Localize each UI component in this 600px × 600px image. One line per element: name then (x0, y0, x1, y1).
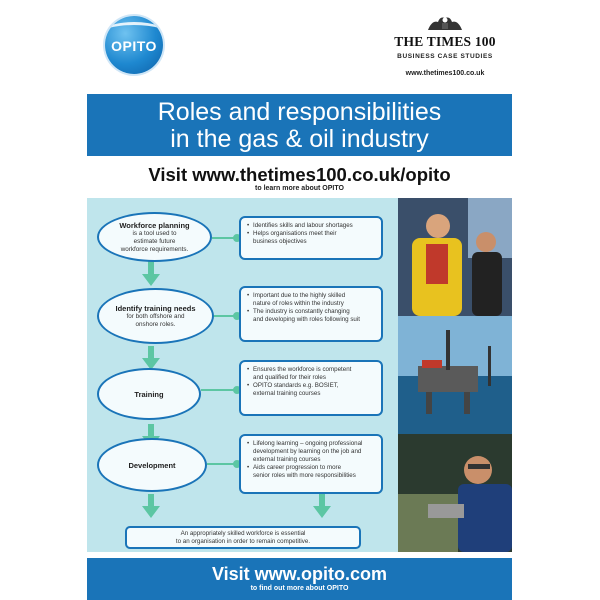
flow-diagram (87, 198, 398, 552)
photo-trainees (398, 198, 512, 316)
step-heading: Training (134, 389, 164, 399)
title-line-2: in the gas & oil industry (170, 125, 429, 153)
detail-bullet: • The industry is constantly changing (247, 308, 375, 316)
photo-oil-platform (398, 316, 512, 434)
detail-continuation: external training courses (253, 456, 321, 463)
times100-brand[interactable] (385, 14, 505, 77)
conclusion-line: to an organisation in order to remain competitive. (175, 538, 311, 545)
detail-bullet: • Lifelong learning – ongoing professional (247, 440, 375, 448)
detail-continuation: senior roles with more responsibilities (253, 472, 356, 479)
detail-bullet: • Helps organisations meet their (247, 230, 375, 238)
step-body-line: is a tool used to (132, 229, 177, 237)
detail-continuation: and qualified for their roles (253, 374, 326, 381)
footer-banner (87, 558, 512, 600)
visit-opito-caption: to find out more about OPITO (250, 585, 349, 592)
step-heading: Development (128, 460, 176, 470)
step-body-line: for both offshore and (126, 312, 185, 320)
step-details-box (239, 216, 383, 260)
detail-bullet: • Important due to the highly skilled (247, 292, 375, 300)
step-heading: Workforce planning (119, 220, 190, 230)
logo-text: OPITO (111, 38, 157, 54)
step-development (97, 438, 207, 492)
detail-continuation: business objectives (253, 238, 307, 245)
photo-engineer (398, 434, 512, 552)
detail-bullet: • Aids career progression to more (247, 464, 375, 472)
step-identify-training-needs (97, 288, 214, 344)
step-details-box (239, 434, 383, 494)
brand-subtitle: BUSINESS CASE STUDIES (397, 53, 493, 60)
step-body-line: estimate future (133, 237, 176, 245)
crest-icon (426, 14, 464, 32)
title-line-1: Roles and responsibilities (157, 98, 442, 126)
step-training (97, 368, 201, 420)
detail-bullet: • Identifies skills and labour shortages (247, 222, 375, 230)
detail-continuation: development by learning on the job and (253, 448, 362, 455)
detail-continuation: and developing with roles following suit (253, 316, 360, 323)
brand-url[interactable]: www.thetimes100.co.uk (405, 70, 485, 77)
step-body-line: workforce requirements. (120, 245, 189, 253)
title-banner (87, 94, 512, 156)
step-body-line: onshore roles. (135, 320, 176, 328)
step-details-box (239, 360, 383, 416)
conclusion-box (125, 526, 361, 549)
detail-continuation: external training courses (253, 390, 321, 397)
step-heading: Identify training needs (115, 303, 196, 313)
detail-continuation: nature of roles within the industry (253, 300, 344, 307)
visit-opito-link[interactable]: Visit www.opito.com (211, 564, 388, 584)
opito-logo[interactable] (105, 16, 163, 74)
poster (87, 0, 512, 600)
brand-title: THE TIMES 100 (394, 34, 496, 49)
step-details-box (239, 286, 383, 342)
visit-times-caption: to learn more about OPITO (255, 185, 344, 192)
visit-times-link[interactable]: Visit www.thetimes100.co.uk/opito (148, 164, 451, 185)
detail-bullet: • OPITO standards e.g. BOSIET, (247, 382, 375, 390)
conclusion-line: An appropriately skilled workforce is essential (180, 530, 306, 537)
step-workforce-planning (97, 212, 212, 262)
detail-bullet: • Ensures the workforce is competent (247, 366, 375, 374)
